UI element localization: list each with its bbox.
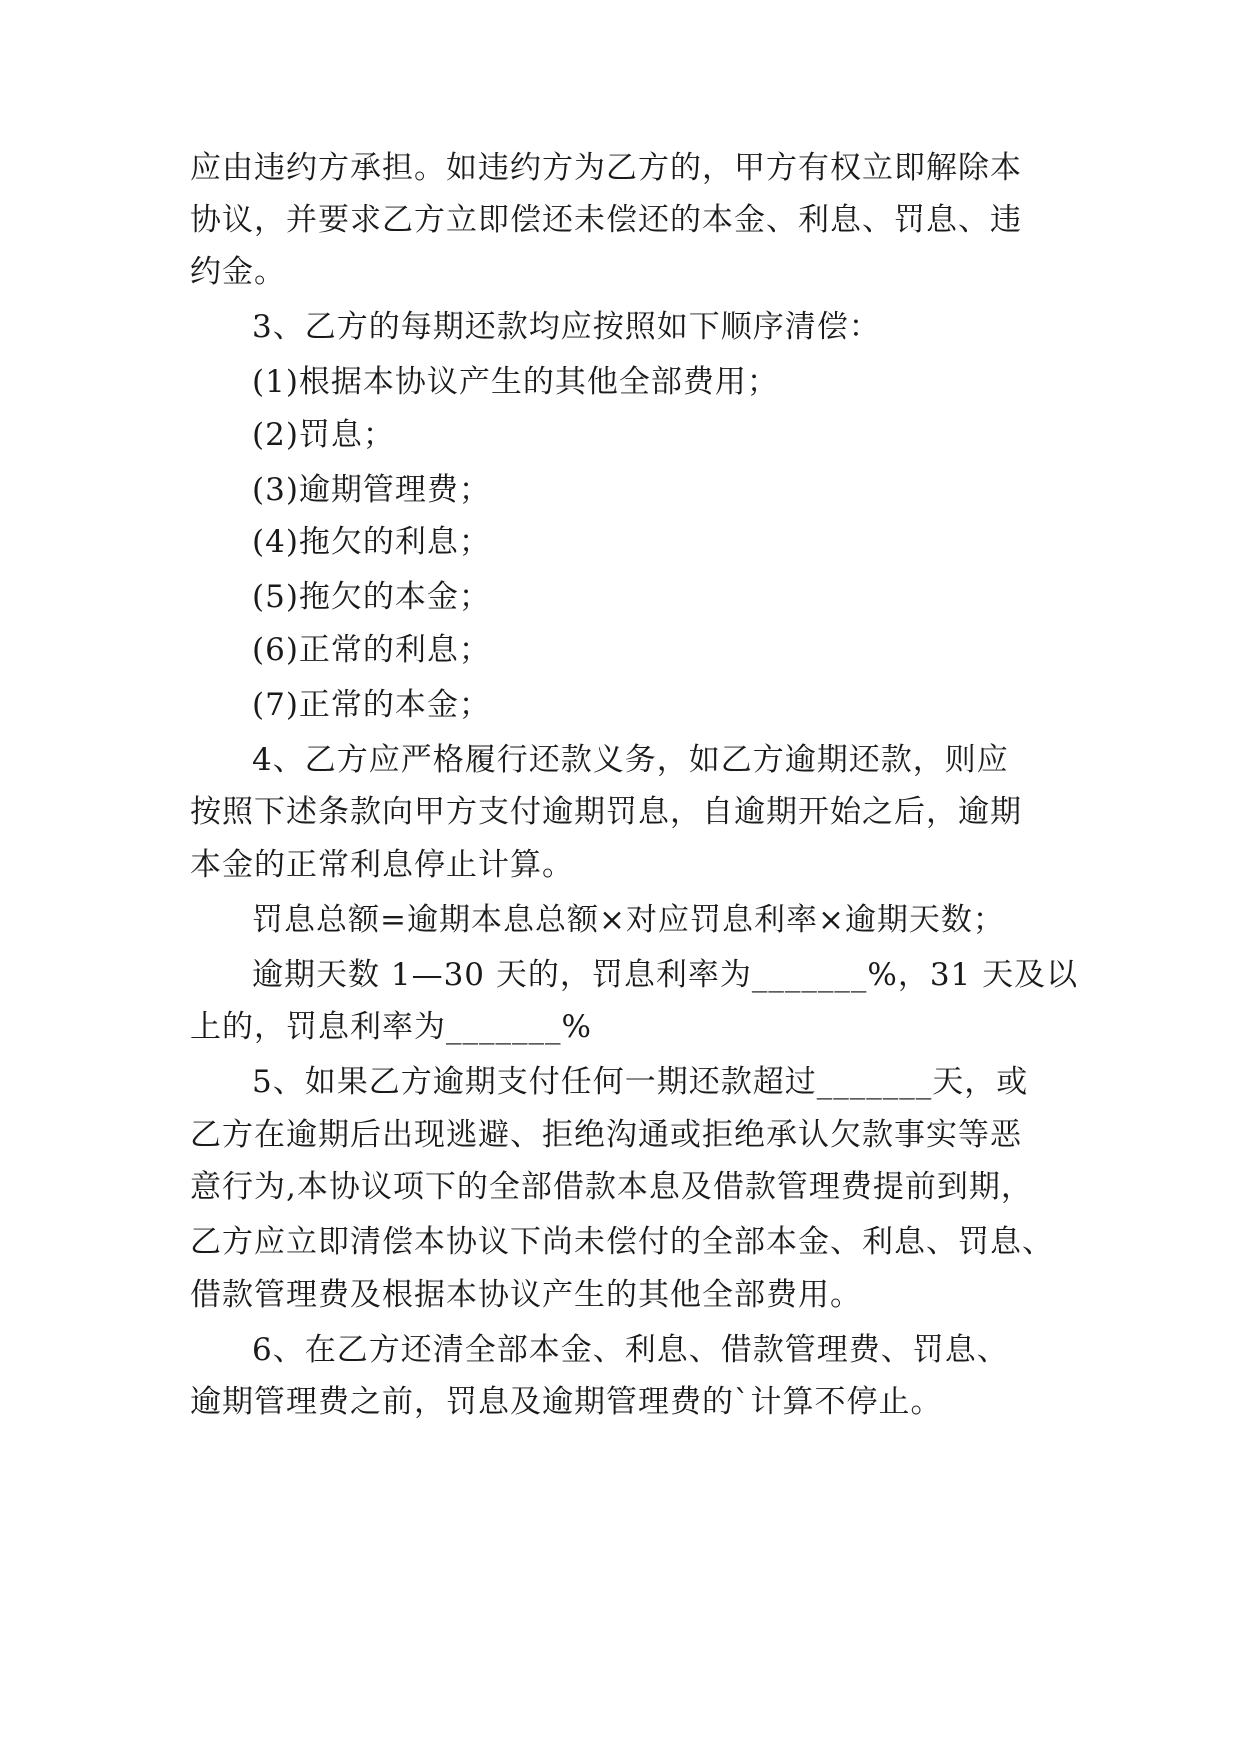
text-line: 协议，并要求乙方立即偿还未偿还的本金、利息、罚息、违	[190, 202, 1022, 238]
text-line: 逾期天数 1—30 天的，罚息利率为_______%，31 天及以	[252, 957, 1079, 993]
text-line: 4、乙方应严格履行还款义务，如乙方逾期还款，则应	[252, 742, 1009, 778]
text-line: 本金的正常利息停止计算。	[190, 847, 574, 883]
text-line: 借款管理费及根据本协议产生的其他全部费用。	[190, 1277, 862, 1313]
text-line: 5、如果乙方逾期支付任何一期还款超过_______天，或	[252, 1064, 1029, 1100]
text-line: 按照下述条款向甲方支付逾期罚息，自逾期开始之后，逾期	[190, 794, 1022, 830]
list-item: (1)根据本协议产生的其他全部费用；	[252, 364, 779, 400]
list-item: (5)拖欠的本金；	[252, 579, 491, 615]
list-item: (2)罚息；	[252, 417, 395, 453]
formula-line: 罚息总额=逾期本息总额×对应罚息利率×逾期天数；	[252, 902, 1005, 938]
text-line: 应由违约方承担。如违约方为乙方的，甲方有权立即解除本	[190, 150, 1022, 186]
list-item: (4)拖欠的利息；	[252, 524, 491, 560]
text-line: 3、乙方的每期还款均应按照如下顺序清偿：	[252, 309, 881, 345]
text-line: 上的，罚息利率为_______%	[190, 1009, 592, 1045]
text-line: 乙方在逾期后出现逃避、拒绝沟通或拒绝承认欠款事实等恶	[190, 1117, 1022, 1153]
list-item: (3)逾期管理费；	[252, 472, 491, 508]
text-line: 逾期管理费之前，罚息及逾期管理费的`计算不停止。	[190, 1384, 943, 1420]
text-line: 意行为,本协议项下的全部借款本息及借款管理费提前到期，	[190, 1169, 1033, 1205]
text-line: 6、在乙方还清全部本金、利息、借款管理费、罚息、	[252, 1332, 1009, 1368]
text-line: 乙方应立即清偿本协议下尚未偿付的全部本金、利息、罚息、	[190, 1224, 1054, 1260]
text-line: 约金。	[190, 254, 286, 290]
list-item: (6)正常的利息；	[252, 632, 491, 668]
list-item: (7)正常的本金；	[252, 687, 491, 723]
